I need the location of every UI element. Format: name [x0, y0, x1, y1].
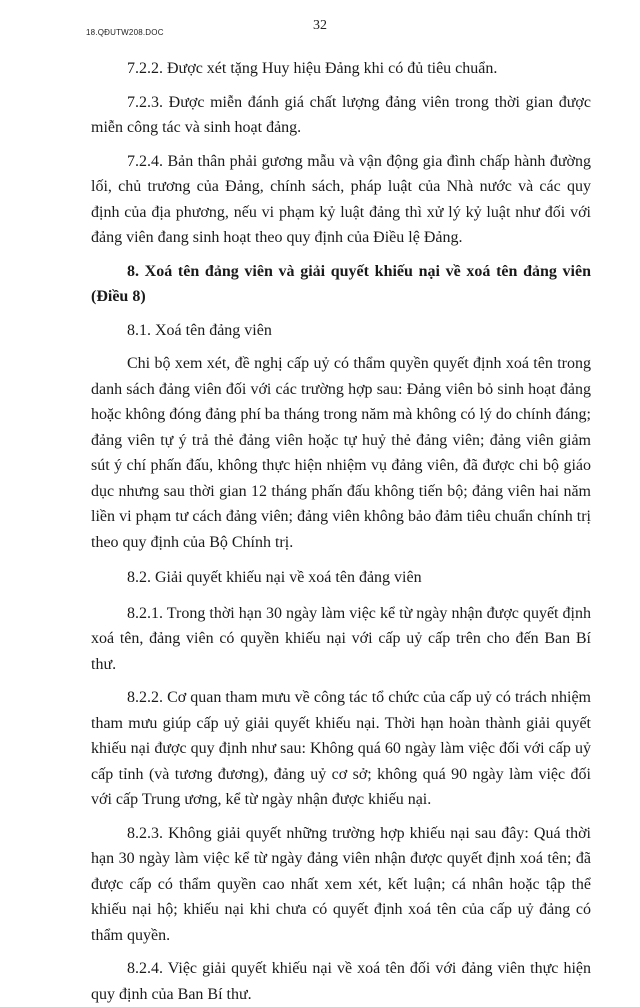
document-body: [91, 56, 591, 1007]
paragraph-7-2-2: 7.2.2. Được xét tặng Huy hiệu Đảng khi có đủ tiêu chuẩn.: [127, 60, 498, 77]
paragraph-8-2-1: 8.2.1. Trong thời hạn 30 ngày làm việc kể từ ngày nhận được quyết định xoá tên, đảng viên có quyền khiếu nại với cấp uỷ cấp trên cho đến Ban Bí thư.: [91, 604, 591, 673]
subsection-heading-8-2: 8.2. Giải quyết khiếu nại về xoá tên đảng viên: [127, 569, 422, 586]
paragraph-8-2-2: 8.2.2. Cơ quan tham mưu về công tác tổ chức của cấp uỷ có trách nhiệm tham mưu giúp cấp uỷ giải quyết khiếu nại. Thời hạn hoàn thành giải quyết khiếu nại được quy định như sau: Không quá 60 ngày làm việc đối với cấp uỷ cấp tỉnh (và tương đương), đảng uỷ cơ sở; không quá 90 ngày làm việc đối với cấp Trung ương, kể từ ngày nhận được khiếu nại.: [91, 689, 591, 808]
paragraph-8-2-4: 8.2.4. Việc giải quyết khiếu nại về xoá tên đối với đảng viên thực hiện quy định của Ban Bí thư.: [91, 960, 591, 1003]
paragraph-7-2-4: 7.2.4. Bản thân phải gương mẫu và vận động gia đình chấp hành đường lối, chủ trương của Đảng, chính sách, pháp luật của Nhà nước và các quy định của địa phương, nếu vi phạm kỷ luật đảng thì xử lý kỷ luật như đối với đảng viên đang sinh hoạt theo quy định của Điều lệ Đảng.: [91, 152, 591, 246]
subsection-heading-8-1: 8.1. Xoá tên đảng viên: [127, 321, 272, 339]
page-number: 32: [313, 18, 327, 33]
document-filename: 18.QĐUTW208.DOC: [86, 28, 164, 37]
paragraph-8-1-body: Chi bộ xem xét, đề nghị cấp uỷ có thẩm quyền quyết định xoá tên trong danh sách đảng viên đối với các trường hợp sau: Đảng viên bỏ sinh hoạt đảng hoặc không đóng đảng phí ba tháng trong năm mà không có lý do chính đáng; đảng viên tự ý trả thẻ đảng viên hoặc tự huỷ thẻ đảng viên; đảng viên giảm sút ý chí phấn đấu, không thực hiện nhiệm vụ đảng viên, đã được chi bộ giáo dục nhưng sau thời gian 12 tháng phấn đấu không tiến bộ; đảng viên hai năm liền vi phạm tư cách đảng viên; đảng viên không bảo đảm tiêu chuẩn chính trị theo quy định của Bộ Chính trị.: [91, 355, 591, 551]
paragraph-8-2-3: 8.2.3. Không giải quyết những trường hợp khiếu nại sau đây: Quá thời hạn 30 ngày làm việc kể từ ngày đảng viên nhận được quyết định xoá tên; đã được cấp có thẩm quyền cao nhất xem xét, kết luận; cá nhân hoặc tập thể khiếu nại hộ; khiếu nại khi chưa có quyết định xoá tên của cấp uỷ đảng có thẩm quyền.: [91, 824, 591, 944]
section-heading-8: 8. Xoá tên đảng viên và giải quyết khiếu nại về xoá tên đảng viên (Điều 8): [91, 262, 591, 305]
paragraph-7-2-3: 7.2.3. Được miễn đánh giá chất lượng đảng viên trong thời gian được miễn công tác và sinh hoạt đảng.: [91, 93, 591, 136]
